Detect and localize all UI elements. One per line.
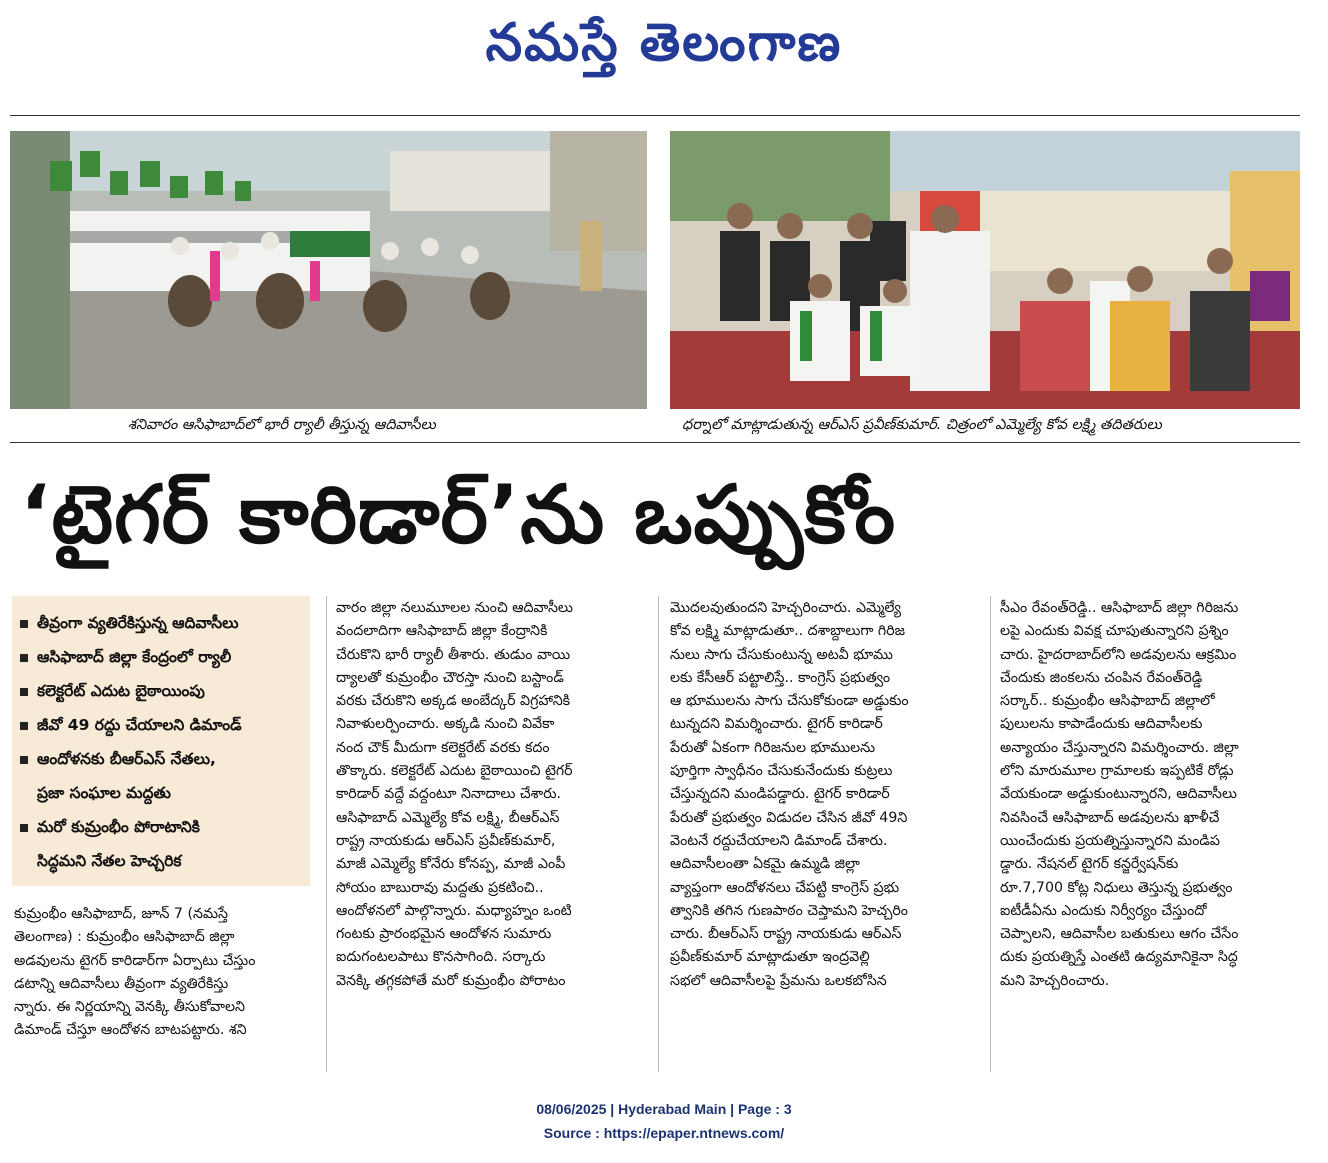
article-line: కోవ లక్ష్మి మాట్లాడుతూ.. దశాబ్దాలుగా గిరిజ <box>670 623 905 640</box>
highlight-item <box>20 646 310 668</box>
article-line: రాష్ట్ర నాయకుడు ఆర్‌ఎస్ ప్రవీణ్‌కుమార్, <box>336 832 556 849</box>
masthead-logo: నమస్తే తెలంగాణ <box>485 13 843 73</box>
article-line: రూ.7,700 కోట్ల నిధులు తెస్తున్న ప్రభుత్వం <box>1000 879 1233 896</box>
highlight-item <box>20 782 327 804</box>
bullet-icon <box>20 620 28 628</box>
article-line: డ్డారు. నేషనల్ టైగర్ కన్జర్వేషన్‌కు <box>1000 856 1179 873</box>
article-line: డటాన్ని ఆదివాసీలు తీవ్రంగా వ్యతిరేకిస్తు <box>14 975 229 992</box>
highlight-item <box>20 680 310 702</box>
article-line: సర్కార్.. కుమ్రంభీం ఆసిఫాబాద్ జిల్లాలో <box>1000 693 1215 710</box>
article-line: పులులను కాపాడేందుకు ఆదివాసీలకు <box>1000 716 1203 733</box>
article-line: కుమ్రంభీం ఆసిఫాబాద్, జూన్ 7 (నమస్తే <box>14 906 228 922</box>
dharna-photo <box>670 131 1300 409</box>
article-line: పూర్తిగా స్వాధీనం చేసుకునేందుకు కుట్రలు <box>670 763 893 780</box>
article-line: తొక్కారు. కలెక్టరేట్ ఎదుట బైఠాయించి టైగర్ <box>336 763 573 780</box>
highlight-text: ఆసిఫాబాద్ జిల్లా కేంద్రంలో ర్యాలీ <box>37 648 232 666</box>
article-line: లకు కేసీఆర్ పట్టాలిస్తే.. కాంగ్రెస్ ప్రభుత్వం <box>670 669 891 686</box>
article-line: నులు సాగు చేసుకుంటున్న అటవీ భూము <box>670 646 893 663</box>
article-line: వందలాదిగా ఆసిఫాబాద్ జిల్లా కేంద్రానికి <box>336 623 548 640</box>
article-line: చెప్పాలని, ఆదివాసీల బతుకులు ఆగం చేసేం <box>1000 926 1239 943</box>
article-line: చేరుకొని భారీ ర్యాలీ తీశారు. తుడుం వాయి <box>336 646 571 663</box>
article-line: గంటకు ప్రారంభమైన ఆందోళన సుమారు <box>336 926 552 943</box>
article-line: పేరుతో ప్రభుత్వం విడుదల చేసిన జీవో 49ని <box>670 809 908 826</box>
article-line: అడవులను టైగర్ కారిడార్‌గా ఏర్పాటు చేస్తుం <box>14 952 256 969</box>
caption-rule <box>10 442 1300 443</box>
article-column-2 <box>336 597 646 993</box>
bullet-icon <box>20 824 28 832</box>
article-line: నంద చౌక్ మీదుగా కలెక్టరేట్ వరకు కదం <box>336 739 550 756</box>
article-line: చారు. హైదరాబాద్‌లోని అడవులను ఆక్రమిం <box>1000 646 1237 663</box>
article-line: సభలో ఆదివాసీలపై ప్రేమను ఒలకబోసిన <box>670 972 887 989</box>
highlight-text: ప్రజా సంఘాల మద్దతు <box>37 784 171 802</box>
column-divider <box>658 596 659 1072</box>
article-line: మాజీ ఎమ్మెల్యే కోనేరు కోనప్ప, మాజీ ఎంపీ <box>336 856 566 873</box>
article-line: త్వానికి తగిన గుణపాఠం చెప్తామని హెచ్చరిం <box>670 902 908 919</box>
bullet-icon <box>20 688 28 696</box>
article-line: టున్నదని విమర్శించారు. టైగర్ కారిడార్ <box>670 716 883 733</box>
article-line: మొదలవుతుందని హెచ్చరించారు. ఎమ్మెల్యే <box>670 600 901 616</box>
article-line: కారిడార్ వద్దే వద్దంటూ నినాదాలు చేశారు. <box>336 786 562 803</box>
article-line: ఆ భూములను సాగు చేసుకోకుండా అడ్డుకుం <box>670 693 909 710</box>
article-line: వరకు చేరుకొని అక్కడ అంబేద్కర్ విగ్రహానికి <box>336 693 571 710</box>
highlight-text: కలెక్టరేట్ ఎదుట బైఠాయింపు <box>37 682 205 700</box>
article-line: వెంటనే రద్దుచేయాలని డిమాండ్ చేశారు. <box>670 832 888 849</box>
footer-edition-info: 08/06/2025 | Hyderabad Main | Page : 3 <box>536 1101 792 1117</box>
highlight-item <box>20 612 310 634</box>
article-line: వేయకుండా అడ్డుకుంటున్నారని, ఆదివాసీలు <box>1000 786 1237 803</box>
highlights-box <box>12 596 310 886</box>
column-divider <box>326 596 327 1072</box>
article-column-4 <box>1000 597 1300 993</box>
article-line: అన్యాయం చేస్తున్నారని విమర్శించారు. జిల్లా <box>1000 739 1239 756</box>
column-divider <box>990 596 991 1072</box>
highlight-item <box>20 748 310 770</box>
article-line: మని హెచ్చరించారు. <box>1000 972 1110 989</box>
highlight-item <box>20 714 310 736</box>
highlight-text: ఆందోళనకు బీఆర్‌ఎస్ నేతలు, <box>37 750 216 768</box>
article-line: లపై ఎందుకు వివక్ష చూపుతున్నారని ప్రశ్నిం <box>1000 623 1229 640</box>
highlight-item <box>20 816 310 838</box>
article-line: డిమాండ్ చేస్తూ ఆందోళన బాటపట్టారు. శని <box>14 1022 247 1039</box>
article-column-3 <box>670 597 980 993</box>
headline: ‘టైగర్ కారిడార్’ను ఒప్పుకోం <box>20 468 897 561</box>
article-line: సోయం బాబురావు మద్దతు ప్రకటించి.. <box>336 879 544 896</box>
right-photo-caption: ధర్నాలో మాట్లాడుతున్న ఆర్‌ఎస్ ప్రవీణ్‌కుమార్. చిత్రంలో ఎమ్మెల్యే కోవ లక్ష్మి తదితరులు <box>682 417 1162 433</box>
left-photo-caption: శనివారం ఆసిఫాబాద్‌లో భారీ ర్యాలీ తీస్తున్న ఆదివాసీలు <box>128 417 436 433</box>
rally-photo <box>10 131 647 409</box>
footer-source-link[interactable]: Source : https://epaper.ntnews.com/ <box>543 1125 785 1141</box>
bullet-icon <box>20 722 28 730</box>
highlight-item <box>20 850 327 872</box>
article-line: పేరుతో ఏకంగా గిరిజనుల భూములను <box>670 739 876 756</box>
highlight-text: మరో కుమ్రంభీం పోరాటానికి <box>37 818 200 836</box>
article-line: తెలంగాణ) : కుమ్రంభీం ఆసిఫాబాద్ జిల్లా <box>14 929 235 946</box>
article-column-1 <box>14 903 314 1043</box>
article-line: ఐటీడీఏను ఎందుకు నిర్వీర్యం చేస్తుందో <box>1000 902 1207 919</box>
article-line: ప్రవీణ్‌కుమార్ మాట్లాడుతూ ఇంద్రవెల్లి <box>670 949 870 966</box>
article-line: యించేందుకు ప్రయత్నిస్తున్నారని మండిప <box>1000 832 1220 849</box>
article-line: ఆందోళనలో పాల్గొన్నారు. మధ్యాహ్నం ఒంటి <box>336 902 572 919</box>
article-line: వెనక్కి తగ్గకపోతే మరో కుమ్రంభీం పోరాటం <box>336 972 566 989</box>
article-line: లోని మారుమూల గ్రామాలకు ఇప్పటికే రోడ్లు <box>1000 763 1234 780</box>
article-line: చారు. బీఆర్‌ఎస్ రాష్ట్ర నాయకుడు ఆర్‌ఎస్ <box>670 926 902 943</box>
article-line: ఆసిఫాబాద్ ఎమ్మెల్యే కోవ లక్ష్మి, బీఆర్‌ఎస్ <box>336 809 560 826</box>
bullet-icon <box>20 654 28 662</box>
highlight-text: సిద్ధమని నేతల హెచ్చరిక <box>37 852 182 870</box>
article-line: ఐదుగంటలపాటు కొనసాగింది. సర్కారు <box>336 949 546 966</box>
article-line: వ్యాప్తంగా ఆందోళనలు చేపట్టి కాంగ్రెస్ ప్రభు <box>670 879 900 896</box>
highlight-text: జీవో 49 రద్దు చేయాలని డిమాండ్ <box>37 716 242 734</box>
article-line: దుకు ప్రయత్నిస్తే ఎంతటి ఉద్యమానికైనా సిద్ధ <box>1000 949 1238 966</box>
article-line: నివాళులర్పించారు. అక్కడి నుంచి వివేకా <box>336 716 555 733</box>
article-line: చేస్తున్నదని మండిపడ్డారు. టైగర్ కారిడార్ <box>670 786 890 803</box>
article-line: వారం జిల్లా నలుమూలల నుంచి ఆదివాసీలు <box>336 600 573 616</box>
article-line: ద్యాలతో కుమ్రంభీం చౌరస్తా నుంచి బస్టాండ్ <box>336 669 564 686</box>
article-line: ఆదివాసీలంతా ఏకమై ఉమ్మడి జిల్లా <box>670 856 860 873</box>
article-line: న్నారు. ఈ నిర్ణయాన్ని వెనక్కి తీసుకోవాలని <box>14 999 245 1016</box>
highlight-text: తీవ్రంగా వ్యతిరేకిస్తున్న ఆదివాసీలు <box>37 614 239 632</box>
article-line: నివసించే ఆసిఫాబాద్ అడవులను ఖాళీచే <box>1000 809 1220 826</box>
article-line: చేందుకు జింకలను చంపిన రేవంత్‌రెడ్డి <box>1000 669 1203 686</box>
bullet-icon <box>20 756 28 764</box>
top-rule <box>10 115 1300 116</box>
article-line: సీఎం రేవంత్‌రెడ్డి.. ఆసిఫాబాద్ జిల్లా గిరిజను <box>1000 600 1239 616</box>
